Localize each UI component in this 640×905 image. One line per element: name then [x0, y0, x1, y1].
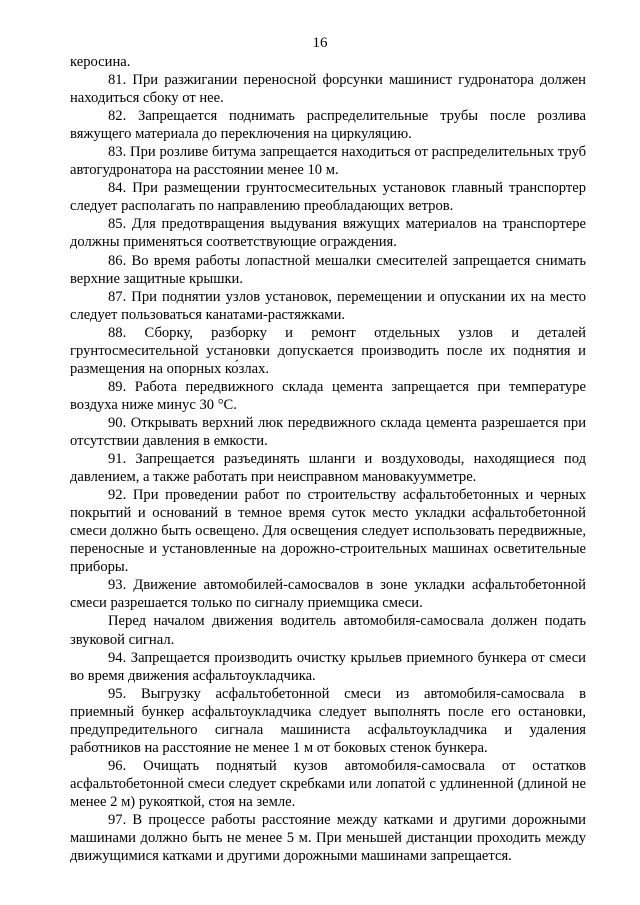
paragraph: 88. Сборку, разборку и ремонт отдельных узлов и деталей грунтосмесительной установки допускается производить после их поднятия и размещения на опорных ко́злах.	[70, 324, 586, 377]
paragraph: 81. При разжигании переносной форсунки машинист гудронатора должен находиться сбоку от нее.	[70, 72, 586, 107]
paragraph: керосина.	[70, 54, 131, 70]
paragraph: 95. Выгрузку асфальтобетонной смеси из автомобиля-самосвала в приемный бункер асфальтоукладчика следует выполнять после его остановки, предупредительного сигнала машиниста асфальтоукладчика и удаления работников на расстояние не менее 1 м от боковых стенок бункера.	[70, 685, 586, 756]
paragraph: Перед началом движения водитель автомобиля-самосвала должен подать звуковой сигнал.	[70, 613, 586, 648]
paragraph: 91. Запрещается разъединять шланги и воздуховоды, находящиеся под давлением, а также работать при неисправном мановакуумметре.	[70, 451, 586, 486]
document-body	[70, 53, 586, 865]
paragraph: 89. Работа передвижного склада цемента запрещается при температуре воздуха ниже минус 30 °С.	[70, 378, 586, 413]
paragraph: 93. Движение автомобилей-самосвалов в зоне укладки асфальтобетонной смеси разрешается только по сигналу приемщика смеси.	[70, 577, 586, 612]
paragraph: 87. При поднятии узлов установок, перемещении и опускании их на место следует пользоваться канатами-растяжками.	[70, 288, 586, 323]
paragraph: 83. При розливе битума запрещается находиться от распределительных труб автогудронатора на расстоянии менее 10 м.	[70, 144, 586, 179]
paragraph: 96. Очищать поднятый кузов автомобиля-самосвала от остатков асфальтобетонной смеси следует скребками или лопатой с удлиненной (длиной не менее 2 м) рукояткой, стоя на земле.	[70, 757, 586, 810]
paragraph: 92. При проведении работ по строительству асфальтобетонных и черных покрытий и оснований в темное время суток место укладки асфальтобетонной смеси должно быть освещено. Для освещения следует использовать передвижные, переносные и установленные на дорожно-строительных машинах осветительные приборы.	[70, 487, 586, 576]
paragraph: 82. Запрещается поднимать распределительные трубы после розлива вяжущего материала до переключения на циркуляцию.	[70, 108, 586, 143]
paragraph: 90. Открывать верхний люк передвижного склада цемента разрешается при отсутствии давления в емкости.	[70, 414, 586, 449]
page-number: 16	[312, 35, 328, 51]
paragraph: 84. При размещении грунтосмесительных установок главный транспортер следует располагать по направлению преобладающих ветров.	[70, 180, 586, 215]
paragraph: 94. Запрещается производить очистку крыльев приемного бункера от смеси во время движения асфальтоукладчика.	[70, 649, 586, 684]
paragraph: 85. Для предотвращения выдувания вяжущих материалов на транспортере должны применяться соответствующие ограждения.	[70, 216, 586, 251]
paragraph: 86. Во время работы лопастной мешалки смесителей запрещается снимать верхние защитные крышки.	[70, 252, 586, 287]
paragraph: 97. В процессе работы расстояние между катками и другими дорожными машинами должно быть не менее 5 м. При меньшей дистанции проходить между движущимися катками и другими дорожными машинами запрещается.	[70, 811, 586, 865]
